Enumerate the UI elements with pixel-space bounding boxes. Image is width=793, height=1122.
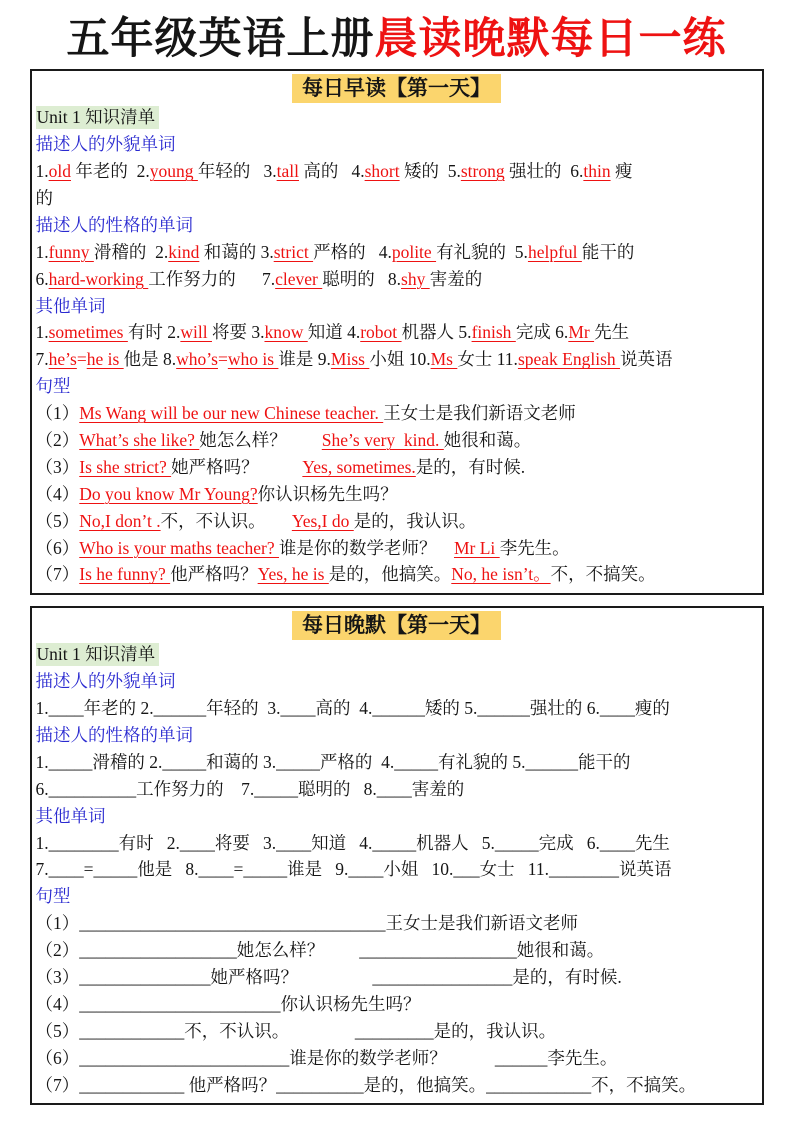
text: 强壮的 6. [504, 161, 584, 182]
english-term: No, he isn’t。 [451, 564, 551, 585]
english-term: She’s very kind. [321, 429, 444, 450]
text-line [36, 373, 758, 400]
text-line [36, 776, 758, 803]
text: （1）___________________________________王女士是我们新语文老师 [35, 913, 578, 934]
english-term: tall [276, 161, 299, 182]
text: 是的，有时候. [415, 456, 526, 477]
english-term: Who is your maths teacher? [79, 537, 279, 558]
unit-heading: Unit 1 知识清单 [36, 106, 160, 129]
english-term: Do you know Mr Young? [79, 483, 258, 504]
english-term: young [149, 161, 198, 182]
text-line [36, 427, 758, 454]
text: 7. [35, 349, 49, 370]
text: 将要 3. [211, 322, 265, 343]
text-line [36, 1045, 758, 1072]
text: （6） [35, 537, 80, 558]
text: （5）____________不，不认识。 _________是的，我认识。 [35, 1020, 557, 1041]
text: 年轻的 3. [197, 161, 277, 182]
text: （7）____________ 他严格吗？__________是的，他搞笑。____________不，不搞笑。 [35, 1074, 697, 1095]
text-line [36, 346, 758, 373]
text-line [36, 131, 758, 158]
text: （4） [35, 483, 80, 504]
text: （4）_______________________你认识杨先生吗？ [35, 993, 421, 1014]
text-line [36, 641, 758, 668]
category-heading: 描述人的性格的单词 [35, 725, 193, 745]
text: 6. [35, 268, 49, 289]
english-term: know [264, 322, 308, 343]
equals-sign: = [217, 349, 228, 370]
category-heading: 描述人的性格的单词 [35, 214, 193, 235]
text: 他严格吗？ [170, 564, 258, 585]
text-line [36, 319, 758, 346]
text: 1.________有时 2.____将要 3.____知道 4._____机器人 5._____完成 6.____先生 [35, 832, 670, 853]
text: （3）_______________她严格吗？ ________________是的，有时候. [35, 967, 622, 988]
english-term: Is she strict? [79, 456, 172, 477]
page-title-red: 晨读晚默每日一练 [374, 16, 727, 63]
english-term: strict [273, 241, 314, 262]
text-line [36, 266, 758, 293]
morning-reading-section [30, 69, 764, 595]
text-line [36, 937, 758, 964]
text: 她很和蔼。 [443, 429, 532, 450]
text: 王女士是我们新语文老师 [383, 403, 576, 424]
text [266, 511, 292, 531]
text-line [36, 1072, 758, 1099]
text: （1） [35, 403, 80, 424]
text-line [36, 158, 758, 185]
text: 和蔼的 3. [199, 241, 274, 262]
text: 知道 4. [307, 322, 361, 343]
text-line [36, 104, 758, 131]
text-line [36, 508, 758, 535]
text-line [36, 185, 758, 212]
evening-dictation-body [36, 641, 758, 1098]
text: （5） [35, 510, 80, 531]
text: 严格的 4. [313, 241, 392, 262]
english-term: No,I don’t . [79, 510, 161, 531]
text: 6.__________工作努力的 7._____聪明的 8.____害羞的 [35, 778, 465, 799]
text: 李先生。 [499, 537, 570, 558]
category-heading: 句型 [35, 376, 71, 397]
text-line [36, 668, 758, 695]
text: 不，不搞笑。 [550, 564, 656, 585]
text-line [36, 830, 758, 857]
text-line [36, 856, 758, 883]
text-line [36, 883, 758, 910]
text: 谁是 9. [278, 349, 331, 370]
text: 说英语 [620, 349, 673, 370]
text: 1.____年老的 2.______年轻的 3.____高的 4.______矮的 5.______强壮的 6.____瘦的 [35, 698, 670, 719]
text: 年老的 2. [71, 161, 150, 182]
english-term: funny [48, 241, 94, 262]
text: 能干的 [581, 241, 635, 262]
morning-reading-header-label: 每日早读【第一天】 [292, 74, 501, 103]
english-term: shy [401, 268, 430, 289]
english-term: What’s she like? [79, 429, 200, 450]
text: 1. [35, 161, 49, 182]
english-term: old [48, 161, 71, 182]
text [259, 457, 303, 477]
text: 谁是你的数学老师？ [278, 537, 437, 558]
english-term: short [364, 161, 400, 182]
category-heading: 句型 [35, 886, 71, 907]
english-term: speak English [517, 349, 621, 370]
text: （3） [35, 456, 80, 477]
text-line [36, 991, 758, 1018]
text-line [36, 293, 758, 320]
text: 聪明的 8. [322, 268, 402, 289]
text-line [36, 239, 758, 266]
english-term: finish [471, 322, 516, 343]
text [287, 430, 322, 450]
category-heading: 其他单词 [35, 295, 106, 316]
page-title-black: 五年级英语上册 [66, 16, 375, 63]
english-term: Is he funny? [79, 564, 171, 585]
evening-dictation-header-label: 每日晚默【第一天】 [292, 611, 501, 640]
text [436, 538, 454, 558]
english-term: Yes, he is [257, 564, 329, 585]
morning-reading-header [36, 74, 758, 104]
english-term: hard-working [48, 268, 149, 289]
text: （6）________________________谁是你的数学老师？ ______李先生。 [35, 1047, 618, 1068]
category-heading: 描述人的外貌单词 [35, 671, 176, 692]
evening-dictation-section [30, 606, 764, 1105]
english-term: strong [460, 161, 505, 182]
text: 的 [35, 187, 53, 208]
text-line [36, 1018, 758, 1045]
english-term: Yes, sometimes. [302, 456, 416, 477]
unit-heading: Unit 1 知识清单 [36, 643, 160, 666]
text: 是的，我认识。 [353, 510, 477, 531]
text-line [36, 454, 758, 481]
text-line [36, 749, 758, 776]
text-line [36, 535, 758, 562]
text: 她严格吗？ [171, 456, 259, 477]
text: 1. [35, 322, 49, 343]
text-line [36, 964, 758, 991]
text: 机器人 5. [401, 322, 472, 343]
text: 有时 2. [127, 322, 181, 343]
text: 是的，他搞笑。 [328, 564, 452, 585]
english-term: helpful [527, 241, 582, 262]
text: 女士 11. [457, 349, 518, 370]
text-line [36, 722, 758, 749]
text: 完成 6. [515, 322, 569, 343]
text: 小姐 10. [369, 349, 431, 370]
english-term: he’s [48, 349, 77, 370]
english-term: who’s [176, 349, 218, 370]
text: 他是 8. [123, 349, 177, 370]
english-term: Miss [330, 349, 370, 370]
text-line [36, 803, 758, 830]
text: 高的 4. [298, 161, 365, 182]
text: 有礼貌的 5. [436, 241, 528, 262]
text: 瘦 [610, 161, 633, 182]
text: 不，不认识。 [160, 510, 266, 531]
evening-dictation-header [36, 611, 758, 641]
english-term: Mr [568, 322, 595, 343]
text-line [36, 212, 758, 239]
english-term: polite [391, 241, 437, 262]
category-heading: 描述人的外貌单词 [35, 134, 176, 155]
morning-reading-body [36, 104, 758, 588]
text: 害羞的 [429, 268, 483, 289]
category-heading: 其他单词 [35, 805, 106, 826]
equals-sign: = [76, 349, 87, 370]
text-line [36, 561, 758, 588]
english-term: Ms [430, 349, 458, 370]
text-line [36, 695, 758, 722]
english-term: Yes,I do [291, 510, 354, 531]
text: 先生 [594, 322, 630, 343]
text: 1._____滑稽的 2._____和蔼的 3._____严格的 4._____有礼貌的 5.______能干的 [35, 751, 631, 772]
text: （2） [35, 429, 80, 450]
english-term: who is [227, 349, 279, 370]
page-title [0, 0, 793, 69]
english-term: sometimes [48, 322, 128, 343]
text: 你认识杨先生吗？ [257, 483, 398, 504]
text: （2）__________________她怎么样？ __________________她很和蔼。 [35, 940, 605, 961]
text: 工作努力的 7. [148, 268, 276, 289]
text-line [36, 400, 758, 427]
english-term: Mr Li [453, 537, 500, 558]
english-term: Ms Wang will be our new Chinese teacher. [79, 403, 384, 424]
english-term: robot [360, 322, 402, 343]
text: （7） [35, 564, 80, 585]
english-term: he is [86, 349, 124, 370]
english-term: clever [275, 268, 323, 289]
english-term: thin [583, 161, 611, 182]
english-term: kind [168, 241, 200, 262]
text-line [36, 481, 758, 508]
text: 1. [35, 241, 49, 262]
text: 矮的 5. [399, 161, 461, 182]
text-line [36, 910, 758, 937]
text: 她怎么样？ [199, 429, 287, 450]
text: 7.____=_____他是 8.____=_____谁是 9.____小姐 10.___女士 11.________说英语 [35, 859, 672, 880]
english-term: will [180, 322, 212, 343]
text: 滑稽的 2. [93, 241, 169, 262]
